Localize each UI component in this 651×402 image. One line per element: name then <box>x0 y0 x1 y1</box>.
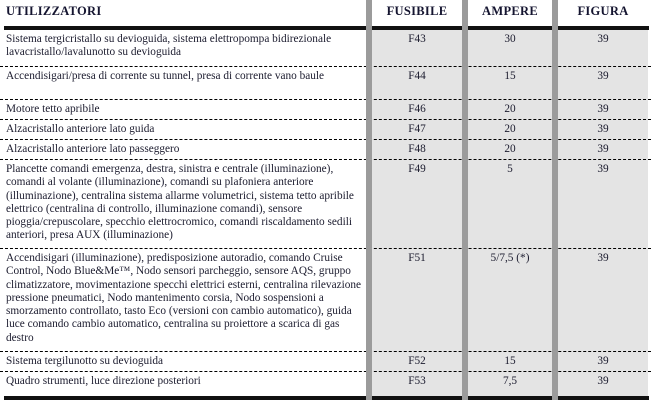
cell-ampere: 5/7,5 (*) <box>490 252 530 264</box>
cell-figura: 39 <box>597 143 609 155</box>
column-header-ampere: AMPERE <box>482 4 538 18</box>
cell-utilizzatori: Plancette comandi emergenza, destra, sinistra e centrale (illuminazione), comandi al volante (illuminazione), comandi su plafoniera anteriore (illuminazione), centralina sistema allarme volumetrici, sistema tetto apribile elettrico (centralina di controllo, illuminazione comandi), sensore pioggia/crepuscolare, specchio elettrocromico, comandi riscaldamento sedili anteriori, presa AUX (illuminazione) <box>6 163 354 242</box>
column-separator-2 <box>462 0 468 400</box>
cell-ampere: 15 <box>504 355 516 367</box>
cell-figura: 39 <box>597 33 609 45</box>
cell-utilizzatori: Sistema tergilunotto su devioguida <box>6 355 163 367</box>
column-separator-1 <box>366 0 372 400</box>
cell-fusibile: F47 <box>408 123 426 135</box>
cell-fusibile: F43 <box>408 33 426 45</box>
cell-ampere: 20 <box>504 103 516 115</box>
column-header-fusibile: FUSIBILE <box>386 4 448 18</box>
cell-figura: 39 <box>597 123 609 135</box>
cell-figura: 39 <box>597 163 609 175</box>
cell-utilizzatori: Alzacristallo anteriore lato guida <box>6 123 155 135</box>
cell-fusibile: F51 <box>408 252 426 264</box>
column-header-utilizzatori: UTILIZZATORI <box>6 4 102 18</box>
cell-fusibile: F53 <box>408 375 426 387</box>
cell-ampere: 20 <box>504 123 516 135</box>
cell-figura: 39 <box>597 355 609 367</box>
cell-fusibile: F48 <box>408 143 426 155</box>
column-header-figura: FIGURA <box>577 4 629 18</box>
cell-utilizzatori: Alzacristallo anteriore lato passeggero <box>6 143 180 155</box>
cell-fusibile: F49 <box>408 163 426 175</box>
cell-ampere: 20 <box>504 143 516 155</box>
cell-ampere: 7,5 <box>502 375 518 387</box>
cell-fusibile: F44 <box>408 70 426 82</box>
cell-utilizzatori: Quadro strumenti, luce direzione posteriori <box>6 375 201 387</box>
cell-utilizzatori: Accendisigari/presa di corrente su tunnel, presa di corrente vano baule <box>6 70 325 82</box>
cell-utilizzatori: Motore tetto apribile <box>6 103 100 115</box>
cell-ampere: 30 <box>504 33 516 45</box>
cell-figura: 39 <box>597 375 609 387</box>
cell-figura: 39 <box>597 252 609 264</box>
cell-fusibile: F46 <box>408 103 426 115</box>
cell-utilizzatori: Accendisigari (illuminazione), predisposizione autoradio, comando Cruise Control, Nodo Blue&Me™, Nodo sensori parcheggio, sensore AQS, gruppo climatizzatore, movimentazione specchi elettrici esterni, centralina rilevazione pressione pneumatici, Nodo mantenimento corsia, Nodo sospensioni a smorzamento controllato, tasto Eco (versioni con cambio automatico), guida luce comando cambio automatico, centralina su proiettore a scarica di gas destro <box>6 252 362 344</box>
cell-utilizzatori: Sistema tergicristallo su devioguida, sistema elettropompa bidirezionale lavacristallo/lavalunotto su devioguida <box>6 33 332 59</box>
cell-ampere: 15 <box>504 70 516 82</box>
cell-fusibile: F52 <box>408 355 426 367</box>
cell-ampere: 5 <box>507 163 513 175</box>
column-separator-3 <box>552 0 558 400</box>
cell-figura: 39 <box>597 70 609 82</box>
cell-figura: 39 <box>597 103 609 115</box>
